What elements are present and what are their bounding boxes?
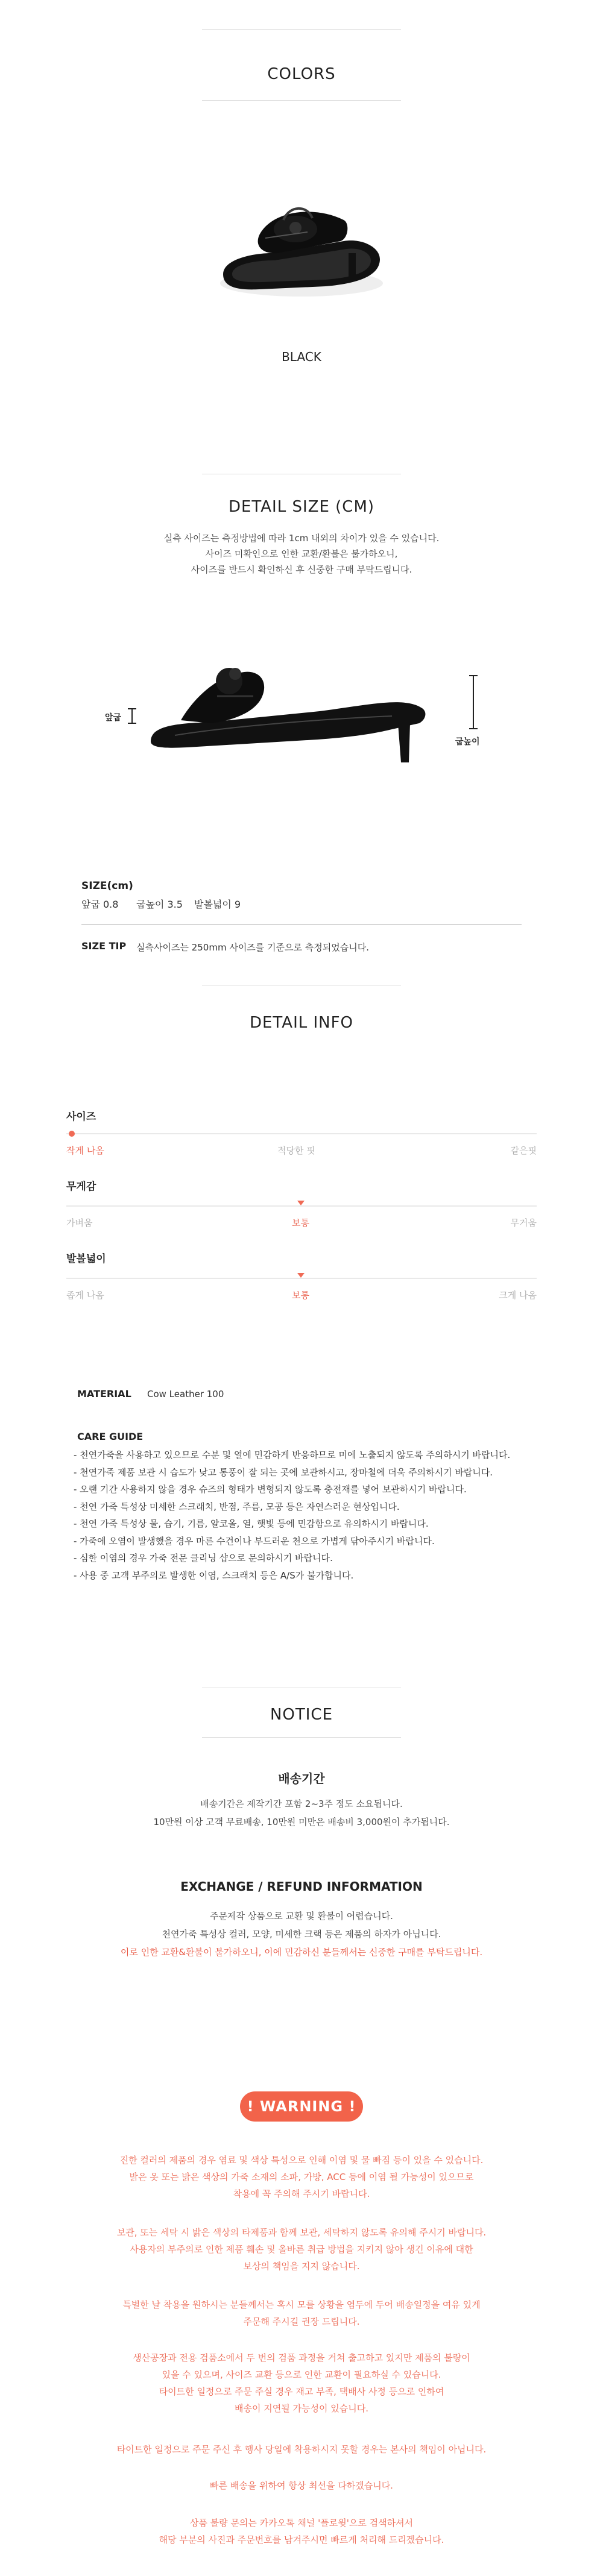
warning-paragraph-5 [0,2441,603,2458]
warning-line: 해당 부분의 사진과 주문번호를 남겨주시면 빠르게 처리해 드리겠습니다. [159,2534,444,2545]
info-size-left: 작게 나옴 [66,1145,104,1156]
care-guide-list [74,1447,568,1584]
info-weight-right: 무거움 [510,1217,537,1228]
exchange-title: EXCHANGE / REFUND INFORMATION [180,1879,423,1894]
size-tip-text: 실측사이즈는 250mm 사이즈를 기준으로 측정되었습니다. [136,942,369,953]
info-size-mid: 적당한 핏 [277,1145,315,1156]
warning-paragraph-1 [0,2152,603,2202]
warning-paragraph-2 [0,2224,603,2275]
warning-line: 상품 불량 문의는 카카오톡 채널 '플로윗'으로 검색하셔서 [189,2518,414,2528]
warning-line: 배송이 지연될 가능성이 있습니다. [235,2403,368,2414]
notice-heading: NOTICE [270,1706,333,1724]
warning-line: 빠른 배송을 위하여 항상 최선을 다하겠습니다. [210,2480,393,2491]
size-value-sole: 앞굽 0.8 [81,899,119,910]
size-value-width: 발볼넓이 9 [194,899,241,910]
delivery-title: 배송기간 [278,1771,325,1786]
warning-line: 사용자의 부주의로 인한 제품 훼손 및 올바른 취급 방법을 지키지 않아 생긴 이유에 대한 [130,2244,473,2255]
warning-paragraph-7 [0,2515,603,2548]
info-width-right: 크게 나옴 [499,1290,537,1301]
info-width-indicator [297,1273,305,1278]
heel-marker-top [469,675,478,676]
detail-size-heading: DETAIL SIZE (CM) [228,498,375,516]
material-label: MATERIAL [77,1388,131,1400]
shoe-side-image [139,639,476,771]
info-size-right: 같은핏 [510,1145,537,1156]
info-width-title: 발볼넓이 [66,1253,106,1265]
care-item: - 천연가죽 제품 보관 시 습도가 낮고 통풍이 잘 되는 곳에 보관하시고, 장마철에 더욱 주의하시기 바랍니다. [74,1466,493,1478]
info-width-left: 좁게 나옴 [66,1290,104,1301]
shoe-front-image [205,163,398,313]
warning-line: 있을 수 있으며, 사이즈 교환 등으로 인한 교환이 필요하실 수 있습니다. [162,2369,441,2380]
heel-label: 굽높이 [455,737,480,747]
care-item: - 가죽에 오염이 발생했을 경우 마른 수건이나 부드러운 천으로 가볍게 닦아주시기 바랍니다. [74,1535,435,1547]
heel-marker [473,675,474,729]
warning-line: 보상의 책임을 지지 않습니다. [243,2261,360,2272]
care-item: - 오랜 기간 사용하지 않을 경우 슈즈의 형태가 변형되지 않도록 충전재를 넣어 보관하시기 바랍니다. [74,1484,467,1495]
size-note-1: 실측 사이즈는 측정방법에 따라 1cm 내외의 차이가 있을 수 있습니다. [163,533,440,544]
sole-marker [131,708,133,724]
warning-paragraph-6 [0,2477,603,2494]
exchange-line-2: 천연가죽 특성상 컬러, 모양, 미세한 크랙 등은 제품의 하자가 아닙니다. [162,1929,441,1940]
warning-line: 밝은 옷 또는 밝은 색상의 가죽 소재의 소파, 가방, ACC 등에 이염 될 가능성이 있으므로 [129,2172,474,2182]
warning-paragraph-4 [0,2349,603,2417]
info-width-mid: 보통 [292,1290,309,1301]
care-item: - 천연가죽을 사용하고 있으므로 수분 및 열에 민감하게 반응하므로 미에 노출되지 않도록 주의하시기 바랍니다. [74,1450,511,1460]
info-weight-title: 무게감 [66,1181,96,1193]
delivery-line-2: 10만원 이상 고객 무료배송, 10만원 미만은 배송비 3,000원이 추가됩니다. [153,1817,450,1827]
info-width-track [66,1278,537,1279]
size-note-3: 사이즈를 반드시 확인하신 후 신중한 구매 부탁드립니다. [191,564,412,575]
material-value: Cow Leather 100 [147,1389,224,1400]
color-name: BLACK [282,350,321,364]
care-item: - 사용 중 고객 부주의로 발생한 이염, 스크래치 등은 A/S가 불가합니다. [74,1569,354,1581]
size-value-heel: 굽높이 3.5 [136,899,183,910]
care-item: - 심한 이염의 경우 가죽 전문 클리닝 샵으로 문의하시기 바랍니다. [74,1553,333,1563]
exchange-line-1: 주문제작 상품으로 교환 및 환불이 어렵습니다. [210,1911,393,1921]
warning-line: 착용에 꼭 주의해 주시기 바랍니다. [233,2188,370,2199]
size-table-title: SIZE(cm) [81,880,133,892]
info-weight-mid: 보통 [292,1217,309,1228]
care-guide-title: CARE GUIDE [77,1431,144,1442]
care-item: - 천연 가죽 특성상 물, 습기, 기름, 알코올, 열, 햇빛 등에 민감함으로 유의하시기 바랍니다. [74,1518,429,1529]
warning-line: 진한 컬러의 제품의 경우 염료 및 색상 특성으로 인해 이염 및 물 빠짐 등이 있을 수 있습니다. [119,2155,484,2166]
sole-label: 앞굽 [105,713,122,723]
info-size-indicator [69,1131,75,1137]
warning-line: 특별한 날 착용을 원하시는 분들께서는 혹시 모를 상황을 염두에 두어 배송일정을 여유 있게 [122,2299,481,2310]
delivery-line-1: 배송기간은 제작기간 포함 2~3주 정도 소요됩니다. [200,1798,403,1809]
info-size-title: 사이즈 [66,1111,96,1123]
exchange-warning: 이로 인한 교환&환불이 불가하오니, 이에 민감하신 분들께서는 신중한 구매를 부탁드립니다. [120,1947,483,1958]
detail-info-heading: DETAIL INFO [249,1014,354,1032]
warning-line: 생산공장과 전용 검품소에서 두 번의 검품 과정을 거쳐 출고하고 있지만 제품의 불량이 [133,2352,470,2363]
size-tip-label: SIZE TIP [81,940,127,952]
warning-line: 주문해 주시길 권장 드립니다. [243,2316,360,2327]
sole-marker-top [128,708,136,709]
warning-badge: ! WARNING ! [240,2091,363,2122]
heel-marker-bottom [469,728,478,729]
sole-marker-bottom [128,723,136,724]
colors-heading: COLORS [267,65,336,83]
warning-paragraph-3 [0,2296,603,2330]
size-note-2: 사이즈 미확인으로 인한 교환/환불은 불가하오니, [205,548,398,559]
warning-line: 타이트한 일정으로 주문 주신 후 행사 당일에 착용하시지 못할 경우는 본사의 책임이 아닙니다. [116,2444,487,2455]
warning-line: 보관, 또는 세탁 시 밝은 색상의 타제품과 함께 보관, 세탁하지 않도록 유의해 주시기 바랍니다. [116,2227,487,2238]
info-weight-track [66,1205,537,1207]
care-item: - 천연 가죽 특성상 미세한 스크래치, 반점, 주름, 모공 등은 자연스러운 현상입니다. [74,1501,400,1512]
info-weight-indicator [297,1201,305,1205]
info-size-track [66,1133,537,1134]
info-weight-left: 가벼움 [66,1217,93,1228]
warning-line: 타이트한 일정으로 주문 주실 경우 재고 부족, 택배사 사정 등으로 인하여 [159,2386,444,2397]
